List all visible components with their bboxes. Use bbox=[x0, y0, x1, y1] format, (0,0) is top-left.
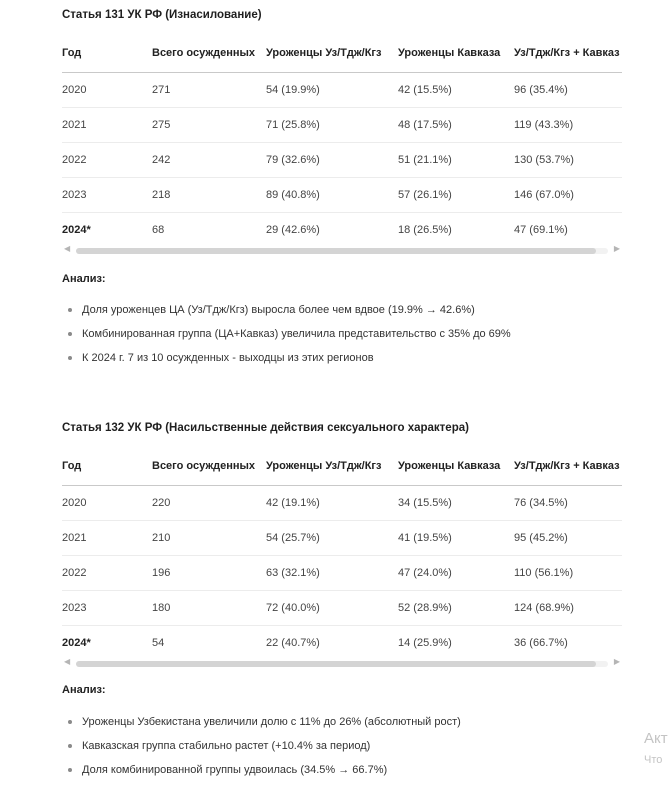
cell-central-asia: 71 (25.8%) bbox=[266, 108, 398, 143]
list-item-text: Уроженцы Узбекистана увеличили долю с 11% до 26% (абсолютный рост) bbox=[82, 716, 461, 728]
table-row bbox=[62, 108, 622, 143]
header-combined: Уз/Тдж/Кгз + Кавказ bbox=[514, 447, 622, 486]
analysis-list bbox=[68, 710, 461, 782]
header-total: Всего осужденных bbox=[152, 34, 266, 73]
cell-year: 2022 bbox=[62, 556, 152, 591]
cell-year: 2024* bbox=[62, 637, 91, 649]
list-item bbox=[68, 298, 511, 322]
table-article-132[interactable] bbox=[62, 447, 622, 660]
table-row bbox=[62, 213, 622, 248]
scroll-left-icon[interactable]: ◀ bbox=[64, 657, 71, 666]
table-row bbox=[62, 556, 622, 591]
cell-caucasus: 14 (25.9%) bbox=[398, 637, 452, 649]
bullet-icon bbox=[68, 308, 72, 312]
cell-caucasus: 41 (19.5%) bbox=[398, 521, 514, 556]
scroll-right-icon[interactable]: ▶ bbox=[613, 657, 620, 666]
list-item bbox=[68, 710, 461, 734]
horizontal-scrollbar[interactable] bbox=[62, 659, 622, 669]
cell-year: 2021 bbox=[62, 108, 152, 143]
cell-caucasus: 47 (24.0%) bbox=[398, 556, 514, 591]
table-row bbox=[62, 626, 622, 661]
cell-central-asia: 22 (40.7%) bbox=[266, 637, 320, 649]
header-caucasus: Уроженцы Кавказа bbox=[398, 34, 514, 73]
table-row bbox=[62, 73, 622, 108]
cell-combined: 119 (43.3%) bbox=[514, 108, 622, 143]
cell-year: 2020 bbox=[62, 486, 152, 521]
cell-combined: 76 (34.5%) bbox=[514, 486, 622, 521]
analysis-label: Анализ: bbox=[62, 684, 106, 696]
cell-caucasus: 52 (28.9%) bbox=[398, 591, 514, 626]
cell-central-asia: 54 (19.9%) bbox=[266, 73, 398, 108]
cell-caucasus: 34 (15.5%) bbox=[398, 486, 514, 521]
cell-total: 275 bbox=[152, 108, 266, 143]
horizontal-scrollbar[interactable] bbox=[62, 246, 622, 256]
bullet-icon bbox=[68, 332, 72, 336]
cell-year: 2024* bbox=[62, 224, 91, 236]
list-item-text: Доля уроженцев ЦА (Уз/Тдж/Кгз) выросла более чем вдвое (19.9% → 42.6%) bbox=[82, 304, 475, 316]
cell-caucasus: 42 (15.5%) bbox=[398, 73, 514, 108]
cell-central-asia: 89 (40.8%) bbox=[266, 178, 398, 213]
cell-central-asia: 63 (32.1%) bbox=[266, 556, 398, 591]
scroll-right-icon[interactable]: ▶ bbox=[613, 244, 620, 253]
table-row bbox=[62, 521, 622, 556]
header-central-asia: Уроженцы Уз/Тдж/Кгз bbox=[266, 447, 398, 486]
table-article-131[interactable] bbox=[62, 34, 622, 247]
header-total: Всего осужденных bbox=[152, 447, 266, 486]
cell-combined: 95 (45.2%) bbox=[514, 521, 622, 556]
scroll-left-icon[interactable]: ◀ bbox=[64, 244, 71, 253]
cell-total: 196 bbox=[152, 556, 266, 591]
table-row bbox=[62, 591, 622, 626]
scroll-thumb[interactable] bbox=[76, 661, 596, 667]
list-item bbox=[68, 734, 461, 758]
cell-total: 271 bbox=[152, 73, 266, 108]
table-header-row bbox=[62, 34, 622, 73]
cell-combined: 110 (56.1%) bbox=[514, 556, 622, 591]
cell-total: 218 bbox=[152, 178, 266, 213]
cell-year: 2021 bbox=[62, 521, 152, 556]
table-row bbox=[62, 486, 622, 521]
table-row bbox=[62, 178, 622, 213]
header-year: Год bbox=[62, 447, 152, 486]
cell-total: 242 bbox=[152, 143, 266, 178]
cell-caucasus: 18 (26.5%) bbox=[398, 224, 452, 236]
cell-central-asia: 79 (32.6%) bbox=[266, 143, 398, 178]
list-item bbox=[68, 758, 461, 782]
table-header-row bbox=[62, 447, 622, 486]
analysis-label: Анализ: bbox=[62, 273, 106, 285]
section-2-title: Статья 132 УК РФ (Насильственные действия сексуального характера) bbox=[62, 422, 469, 434]
cell-combined: 36 (66.7%) bbox=[514, 637, 568, 649]
cell-year: 2023 bbox=[62, 591, 152, 626]
list-item-text: Доля комбинированной группы удвоилась (34.5% → 66.7%) bbox=[82, 764, 388, 776]
cell-combined: 124 (68.9%) bbox=[514, 591, 622, 626]
cell-combined: 96 (35.4%) bbox=[514, 73, 622, 108]
cell-caucasus: 57 (26.1%) bbox=[398, 178, 514, 213]
cell-total: 180 bbox=[152, 591, 266, 626]
cell-central-asia: 54 (25.7%) bbox=[266, 521, 398, 556]
bullet-icon bbox=[68, 744, 72, 748]
list-item bbox=[68, 346, 511, 370]
cell-total: 210 bbox=[152, 521, 266, 556]
cell-total: 68 bbox=[152, 224, 165, 236]
cell-combined: 130 (53.7%) bbox=[514, 143, 622, 178]
list-item-text: Комбинированная группа (ЦА+Кавказ) увеличила представительство с 35% до 69% bbox=[82, 328, 511, 340]
list-item-text: Кавказская группа стабильно растет (+10.4% за период) bbox=[82, 740, 371, 752]
header-central-asia: Уроженцы Уз/Тдж/Кгз bbox=[266, 34, 398, 73]
section-1-title: Статья 131 УК РФ (Изнасилование) bbox=[62, 9, 262, 21]
table-row bbox=[62, 143, 622, 178]
cell-year: 2022 bbox=[62, 143, 152, 178]
cell-central-asia: 72 (40.0%) bbox=[266, 591, 398, 626]
scroll-thumb[interactable] bbox=[76, 248, 596, 254]
analysis-list bbox=[68, 298, 511, 370]
bullet-icon bbox=[68, 768, 72, 772]
cell-total: 54 bbox=[152, 637, 165, 649]
header-combined: Уз/Тдж/Кгз + Кавказ bbox=[514, 34, 622, 73]
activation-watermark-title: Акт bbox=[644, 730, 668, 747]
bullet-icon bbox=[68, 356, 72, 360]
cell-caucasus: 48 (17.5%) bbox=[398, 108, 514, 143]
list-item bbox=[68, 322, 511, 346]
cell-combined: 146 (67.0%) bbox=[514, 178, 622, 213]
cell-total: 220 bbox=[152, 486, 266, 521]
list-item-text: К 2024 г. 7 из 10 осужденных - выходцы из этих регионов bbox=[82, 352, 374, 364]
activation-watermark-text: Что bbox=[644, 754, 663, 766]
cell-central-asia: 29 (42.6%) bbox=[266, 224, 320, 236]
cell-year: 2023 bbox=[62, 178, 152, 213]
cell-central-asia: 42 (19.1%) bbox=[266, 486, 398, 521]
header-caucasus: Уроженцы Кавказа bbox=[398, 447, 514, 486]
cell-year: 2020 bbox=[62, 73, 152, 108]
cell-combined: 47 (69.1%) bbox=[514, 224, 568, 236]
header-year: Год bbox=[62, 34, 152, 73]
cell-caucasus: 51 (21.1%) bbox=[398, 143, 514, 178]
bullet-icon bbox=[68, 720, 72, 724]
